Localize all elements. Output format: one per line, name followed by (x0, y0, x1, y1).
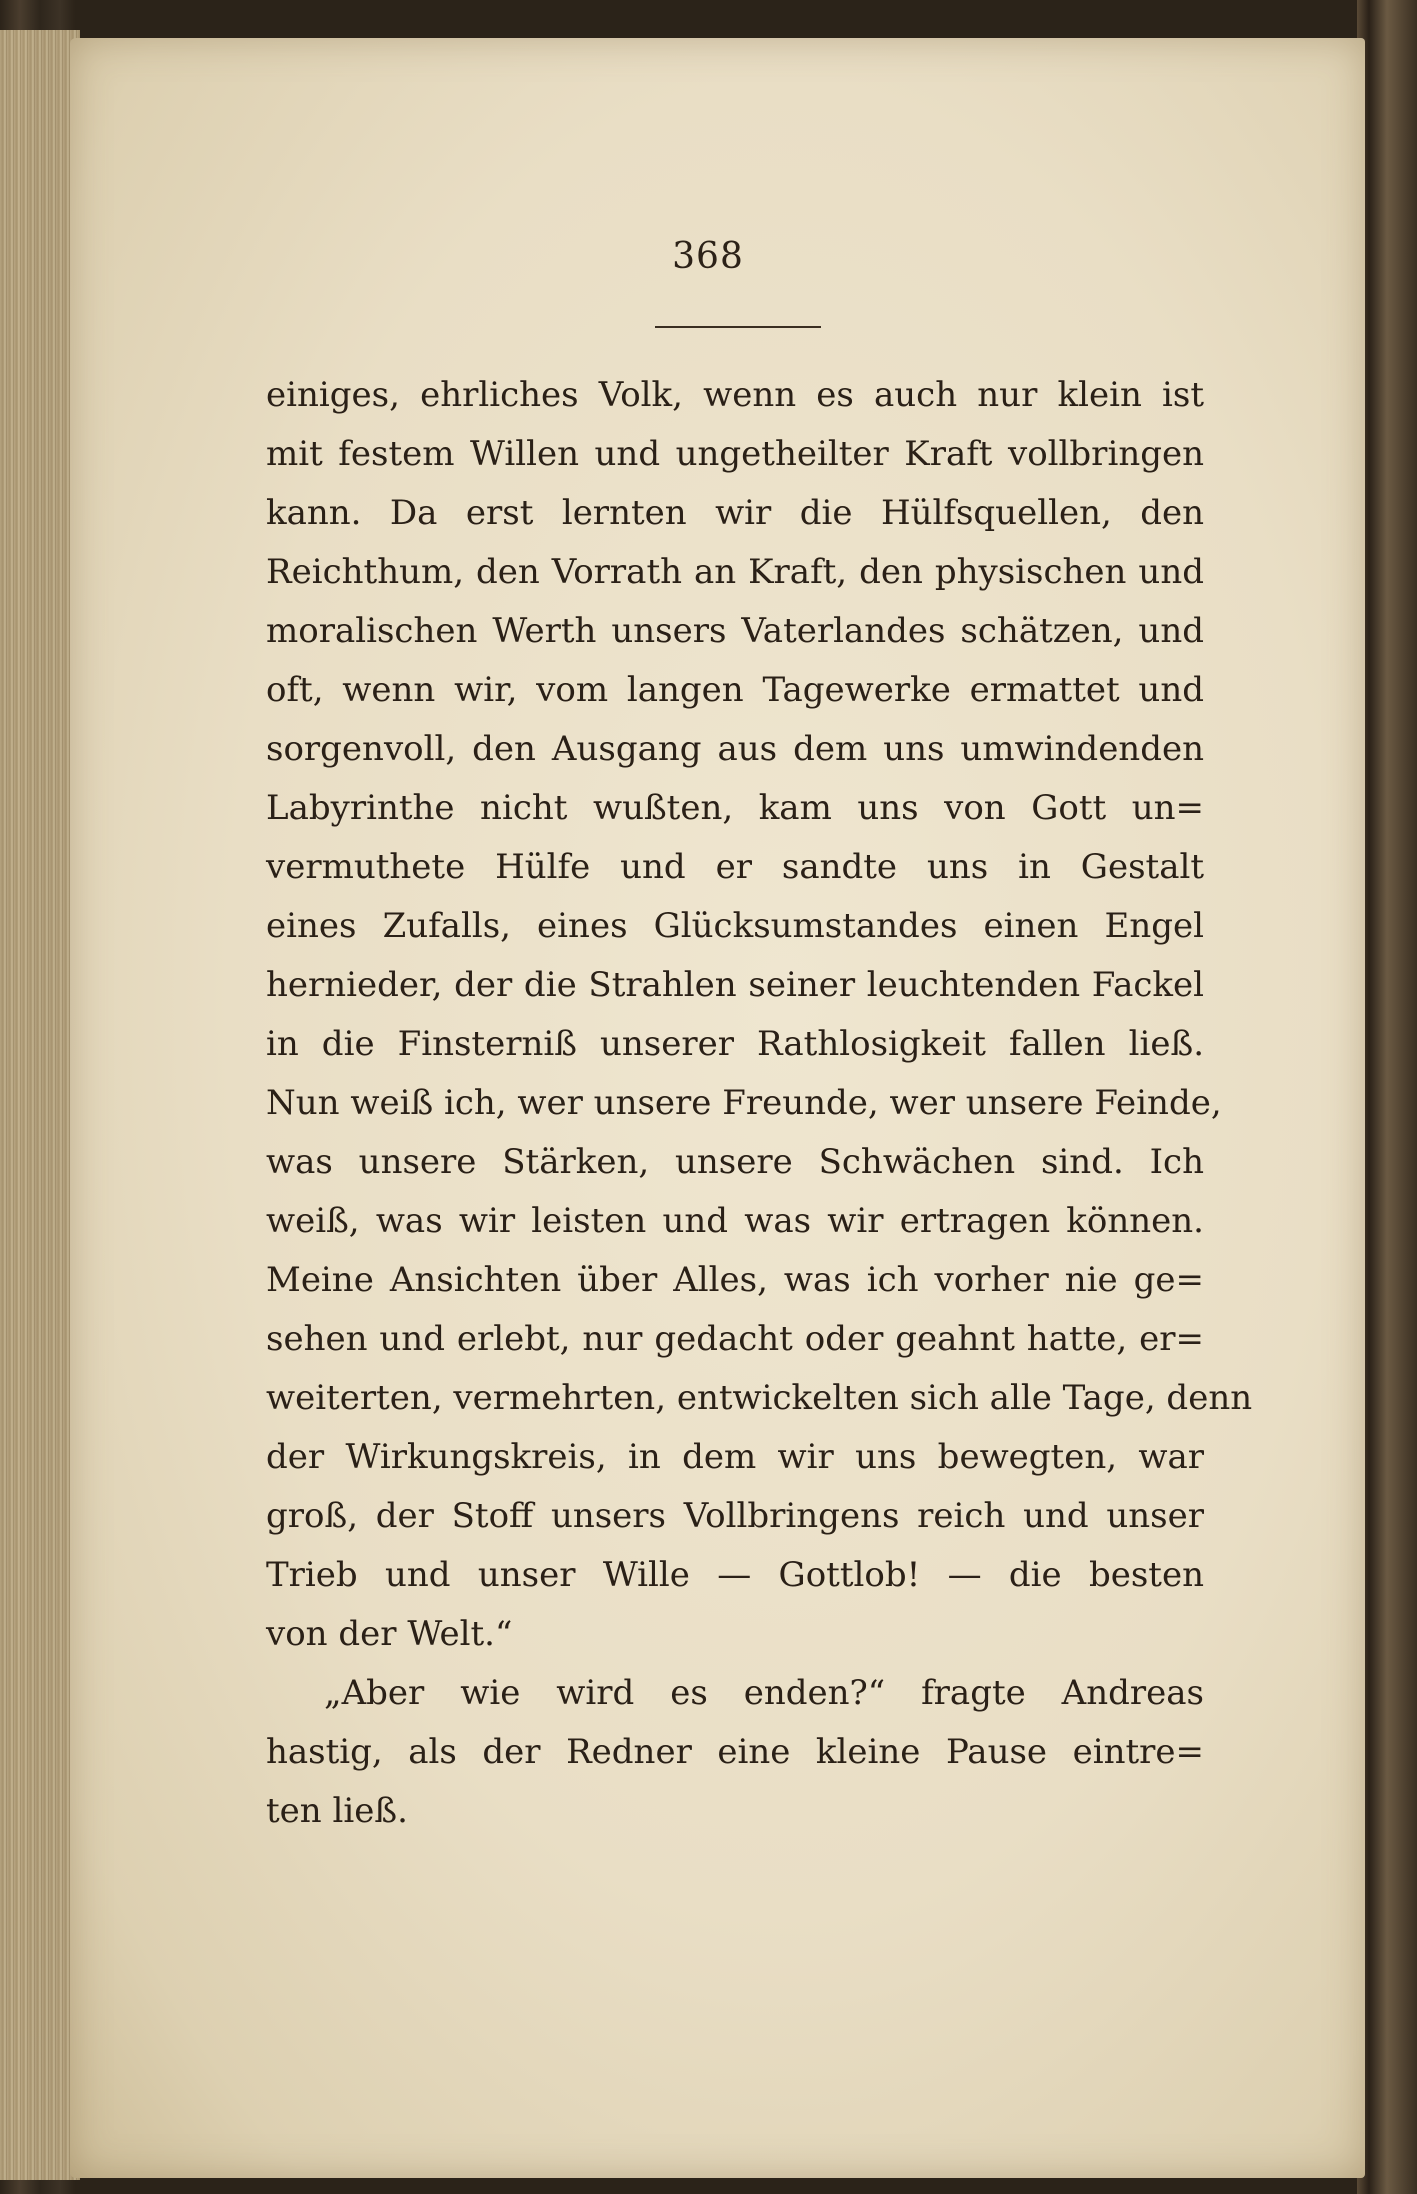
text-line: moralischen Werth unsers Vaterlandes schätzen, und (266, 611, 1204, 651)
text-line: groß, der Stoff unsers Vollbringens reich und unser (266, 1496, 1204, 1536)
text-line: hernieder, der die Strahlen seiner leuchtenden Fackel (266, 965, 1204, 1005)
book-binding (1357, 0, 1417, 2194)
text-line: Nun weiß ich, wer unsere Freunde, wer unsere Feinde, (266, 1083, 1222, 1123)
text-line: sorgenvoll, den Ausgang aus dem uns umwindenden (266, 729, 1204, 769)
page-edges (0, 30, 80, 2180)
text-line: Reichthum, den Vorrath an Kraft, den physischen und (266, 552, 1204, 592)
text-line: kann. Da erst lernten wir die Hülfsquellen, den (266, 493, 1204, 533)
text-line: Labyrinthe nicht wußten, kam uns von Gott un= (266, 788, 1204, 828)
text-line: weiß, was wir leisten und was wir ertragen können. (266, 1201, 1204, 1241)
text-line: „Aber wie wird es enden?“ fragte Andreas (324, 1673, 1204, 1713)
text-line: einiges, ehrliches Volk, wenn es auch nur klein ist (266, 375, 1204, 415)
text-line: in die Finsterniß unserer Rathlosigkeit fallen ließ. (266, 1024, 1204, 1064)
page-number: 368 (672, 236, 744, 277)
text-line: eines Zufalls, eines Glücksumstandes einen Engel (266, 906, 1204, 946)
text-line: sehen und erlebt, nur gedacht oder geahnt hatte, er= (266, 1319, 1204, 1359)
text-line: oft, wenn wir, vom langen Tagewerke ermattet und (266, 670, 1204, 710)
text-line: vermuthete Hülfe und er sandte uns in Gestalt (266, 847, 1204, 887)
text-line: ten ließ. (266, 1791, 408, 1831)
text-line: mit festem Willen und ungetheilter Kraft vollbringen (266, 434, 1204, 474)
body-text (266, 366, 1253, 1841)
text-line: was unsere Stärken, unsere Schwächen sind. Ich (266, 1142, 1204, 1182)
text-line: der Wirkungskreis, in dem wir uns bewegten, war (266, 1437, 1204, 1477)
text-line: Meine Ansichten über Alles, was ich vorher nie ge= (266, 1260, 1204, 1300)
text-line: von der Welt.“ (266, 1614, 513, 1654)
text-line: weiterten, vermehrten, entwickelten sich alle Tage, denn (266, 1378, 1253, 1418)
header-rule (655, 326, 821, 328)
text-line: hastig, als der Redner eine kleine Pause eintre= (266, 1732, 1204, 1772)
text-line: Trieb und unser Wille — Gottlob! — die besten (266, 1555, 1204, 1595)
